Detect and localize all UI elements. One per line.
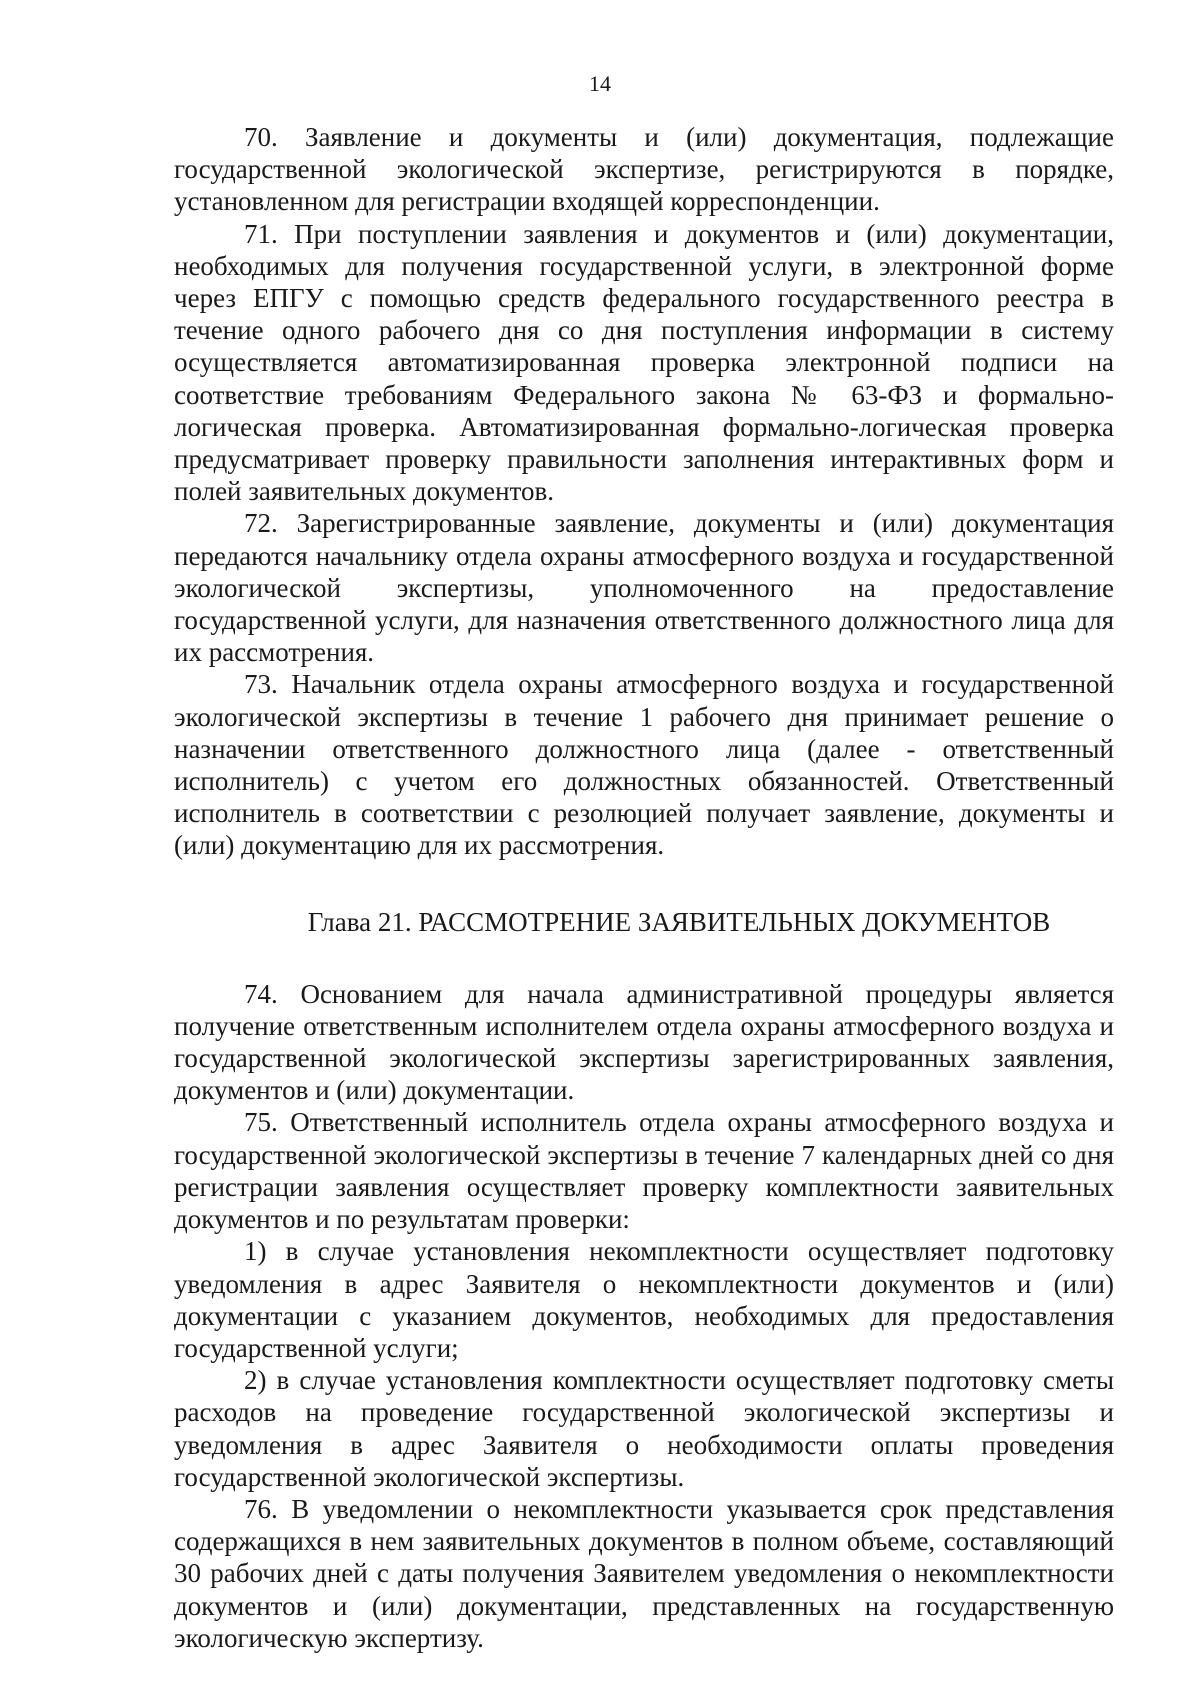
paragraph-73: 73. Начальник отдела охраны атмосферного воздуха и государственной экологической экспертизы в течение 1 рабочего дня принимает решение о назначении ответственного должностного лица (далее - ответственный исполнитель) с учетом его должностных обязанностей. Ответственный исполнитель в соответствии с резолюцией получает заявление, документы и (или) документацию для их рассмотрения. [174,669,1114,861]
paragraph-75-item-1: 1) в случае установления некомплектности осуществляет подготовку уведомления в адрес Заявителя о некомплектности документов и (или) документации с указанием документов, необходимых для предоставления государственной услуги; [174,1236,1114,1363]
paragraph-72: 72. Зарегистрированные заявление, документы и (или) документация передаются начальнику отдела охраны атмосферного воздуха и государственной экологической экспертизы, уполномоченного на предоставление государственной услуги, для назначения ответственного должностного лица для их рассмотрения. [174,508,1114,668]
page-number: 14 [589,71,611,96]
paragraph-75-item-2: 2) в случае установления комплектности осуществляет подготовку сметы расходов на проведение государственной экологической экспертизы и уведомления в адрес Заявителя о необходимости оплаты проведения государственной экологической экспертизы. [174,1365,1114,1492]
chapter-title: Глава 21. РАССМОТРЕНИЕ ЗАЯВИТЕЛЬНЫХ ДОКУМЕНТОВ [307,906,1051,937]
paragraph-71: 71. При поступлении заявления и документов и (или) документации, необходимых для получения государственной услуги, в электронной форме через ЕПГУ с помощью средств федерального государственного реестра в течение одного рабочего дня со дня поступления информации в систему осуществляется автоматизированная проверка электронной подписи на соответствие требованиям Федерального закона № 63-ФЗ и формально-логическая проверка. Автоматизированная формально-логическая проверка предусматривает проверку правильности заполнения интерактивных форм и полей заявительных документов. [174,218,1114,507]
document-body [174,121,1114,1654]
paragraph-76: 76. В уведомлении о некомплектности указывается срок представления содержащихся в нем заявительных документов в полном объеме, составляющий 30 рабочих дней с даты получения Заявителем уведомления о некомплектности документов и (или) документации, представленных на государственную экологическую экспертизу. [174,1493,1114,1653]
paragraph-75: 75. Ответственный исполнитель отдела охраны атмосферного воздуха и государственной экологической экспертизы в течение 7 календарных дней со дня регистрации заявления осуществляет проверку комплектности заявительных документов и по результатам проверки: [174,1107,1114,1235]
paragraph-74: 74. Основанием для начала административной процедуры является получение ответственным исполнителем отдела охраны атмосферного воздуха и государственной экологической экспертизы зарегистрированных заявления, документов и (или) документации. [174,978,1114,1106]
paragraph-70: 70. Заявление и документы и (или) документация, подлежащие государственной экологической экспертизе, регистрируются в порядке, установленном для регистрации входящей корреспонденции. [174,122,1114,217]
